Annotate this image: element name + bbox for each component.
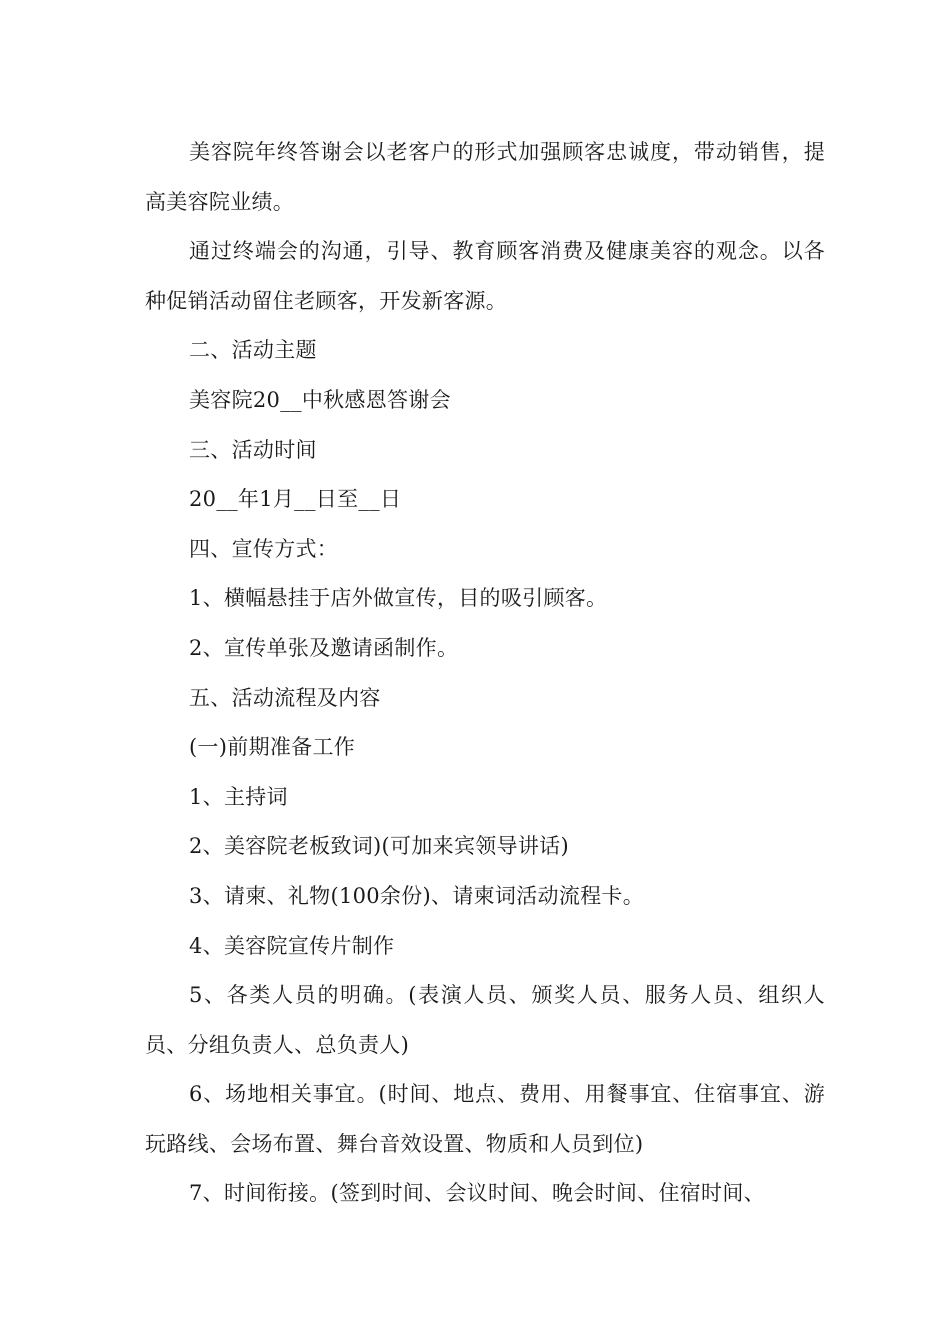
paragraph-intro-2: 通过终端会的沟通，引导、教育顾客消费及健康美容的观念。以各种促销活动留住老顾客，开发新客源。 — [145, 239, 825, 313]
prep-item-5: 5、各类人员的明确。(表演人员、颁奖人员、服务人员、组织人员、分组负责人、总负责人) — [145, 983, 825, 1057]
promotion-item-1: 1、横幅悬挂于店外做宣传，目的吸引顾客。 — [189, 586, 608, 611]
prep-item-4: 4、美容院宣传片制作 — [189, 933, 395, 958]
heading-promotion: 四、宣传方式： — [189, 536, 339, 561]
subheading-preparation: (一)前期准备工作 — [189, 735, 356, 760]
prep-item-6: 6、场地相关事宜。(时间、地点、费用、用餐事宜、住宿事宜、游玩路线、会场布置、舞台音效设置、物质和人员到位) — [145, 1082, 825, 1156]
prep-item-2: 2、美容院老板致词)(可加来宾领导讲话) — [189, 834, 569, 859]
prep-item-1: 1、主持词 — [189, 784, 288, 809]
heading-time: 三、活动时间 — [189, 437, 317, 462]
theme-text: 美容院20__中秋感恩答谢会 — [189, 387, 451, 412]
document-body — [145, 128, 825, 1219]
paragraph-intro-1: 美容院年终答谢会以老客户的形式加强顾客忠诚度，带动销售，提高美容院业绩。 — [145, 140, 825, 214]
prep-item-3: 3、请柬、礼物(100余份)、请柬词活动流程卡。 — [189, 883, 645, 908]
promotion-item-2: 2、宣传单张及邀请函制作。 — [189, 635, 459, 660]
time-text: 20__年1月__日至__日 — [189, 487, 402, 512]
prep-item-7: 7、时间衔接。(签到时间、会议时间、晚会时间、住宿时间、 — [189, 1181, 765, 1206]
heading-process: 五、活动流程及内容 — [189, 685, 381, 710]
heading-theme: 二、活动主题 — [189, 338, 317, 363]
